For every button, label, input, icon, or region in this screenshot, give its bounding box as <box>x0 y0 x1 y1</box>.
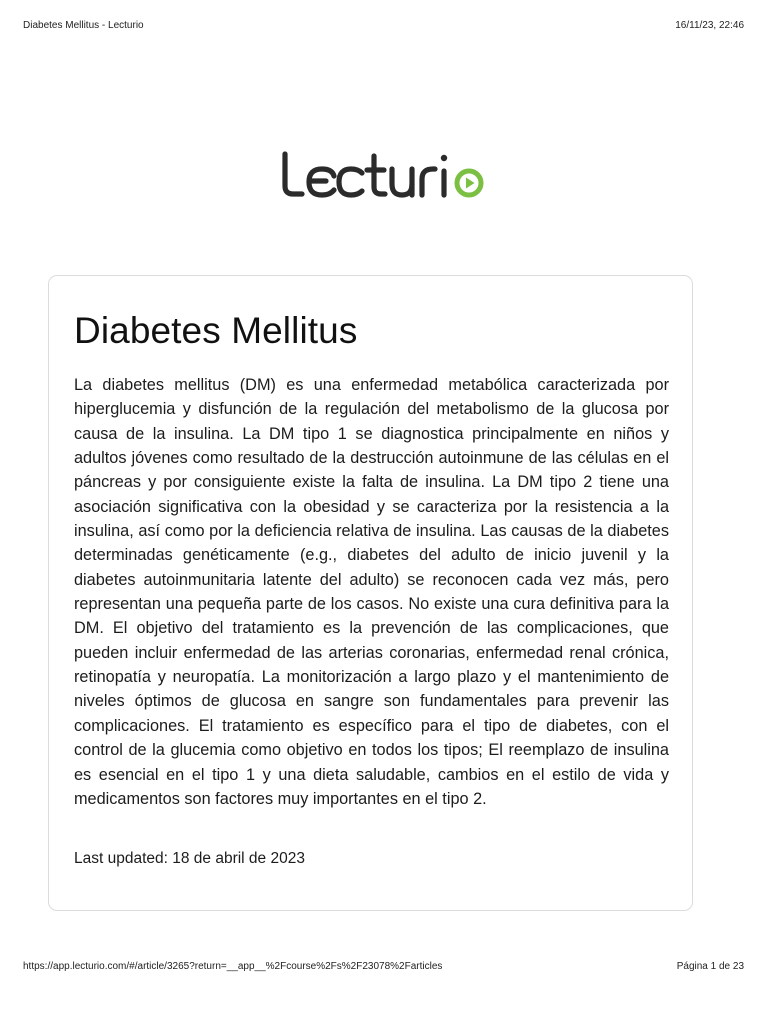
print-header <box>23 20 744 34</box>
article-body: La diabetes mellitus (DM) es una enfermedad metabólica caracterizada por hiperglucemia y disfunción de la regulación del metabolismo de la glucosa por causa de la insulina. La DM tipo 1 se diagnostica principalmente en niños y adultos jóvenes como resultado de la destrucción autoinmune de las células en el páncreas y por consiguiente existe la falta de insulina. La DM tipo 2 tiene una asociación significativa con la obesidad y se caracteriza por la resistencia a la insulina, así como por la deficiencia relativa de insulina. Las causas de la diabetes determinadas genéticamente (e.g., diabetes del adulto de inicio juvenil y la diabetes autoinmunitaria latente del adulto) se reconocen cada vez más, pero representan una pequeña parte de los casos. No existe una cura definitiva para la DM. El objetivo del tratamiento es la prevención de las complicaciones, que pueden incluir enfermedad de las arterias coronarias, enfermedad renal crónica, retinopatía y neuropatía. La monitorización a largo plazo y el mantenimiento de niveles óptimos de glucosa en sangre son fundamentales para prevenir las complicaciones. El tratamiento es específico para el tipo de diabetes, con el control de la glucemia como objetivo en todos los tipos; El reemplazo de insulina es esencial en el tipo 1 y una dieta saludable, cambios en el estilo de vida y medicamentos son factores muy importantes en el tipo 2. <box>74 376 669 808</box>
play-circle-icon <box>457 171 481 195</box>
lecturio-wordmark <box>280 150 488 202</box>
print-header-datetime: 16/11/23, 22:46 <box>675 20 744 31</box>
page-indicator: Página 1 de 23 <box>676 961 744 972</box>
lecturio-logo <box>280 150 488 202</box>
print-header-title: Diabetes Mellitus - Lecturio <box>23 20 144 31</box>
print-footer-url[interactable]: https://app.lecturio.com/#/article/3265?return=__app__%2Fcourse%2Fs%2F23078%2Farticles <box>23 961 443 972</box>
print-footer <box>23 961 744 975</box>
article-title: Diabetes Mellitus <box>74 310 358 351</box>
last-updated: Last updated: 18 de abril de 2023 <box>74 850 305 867</box>
